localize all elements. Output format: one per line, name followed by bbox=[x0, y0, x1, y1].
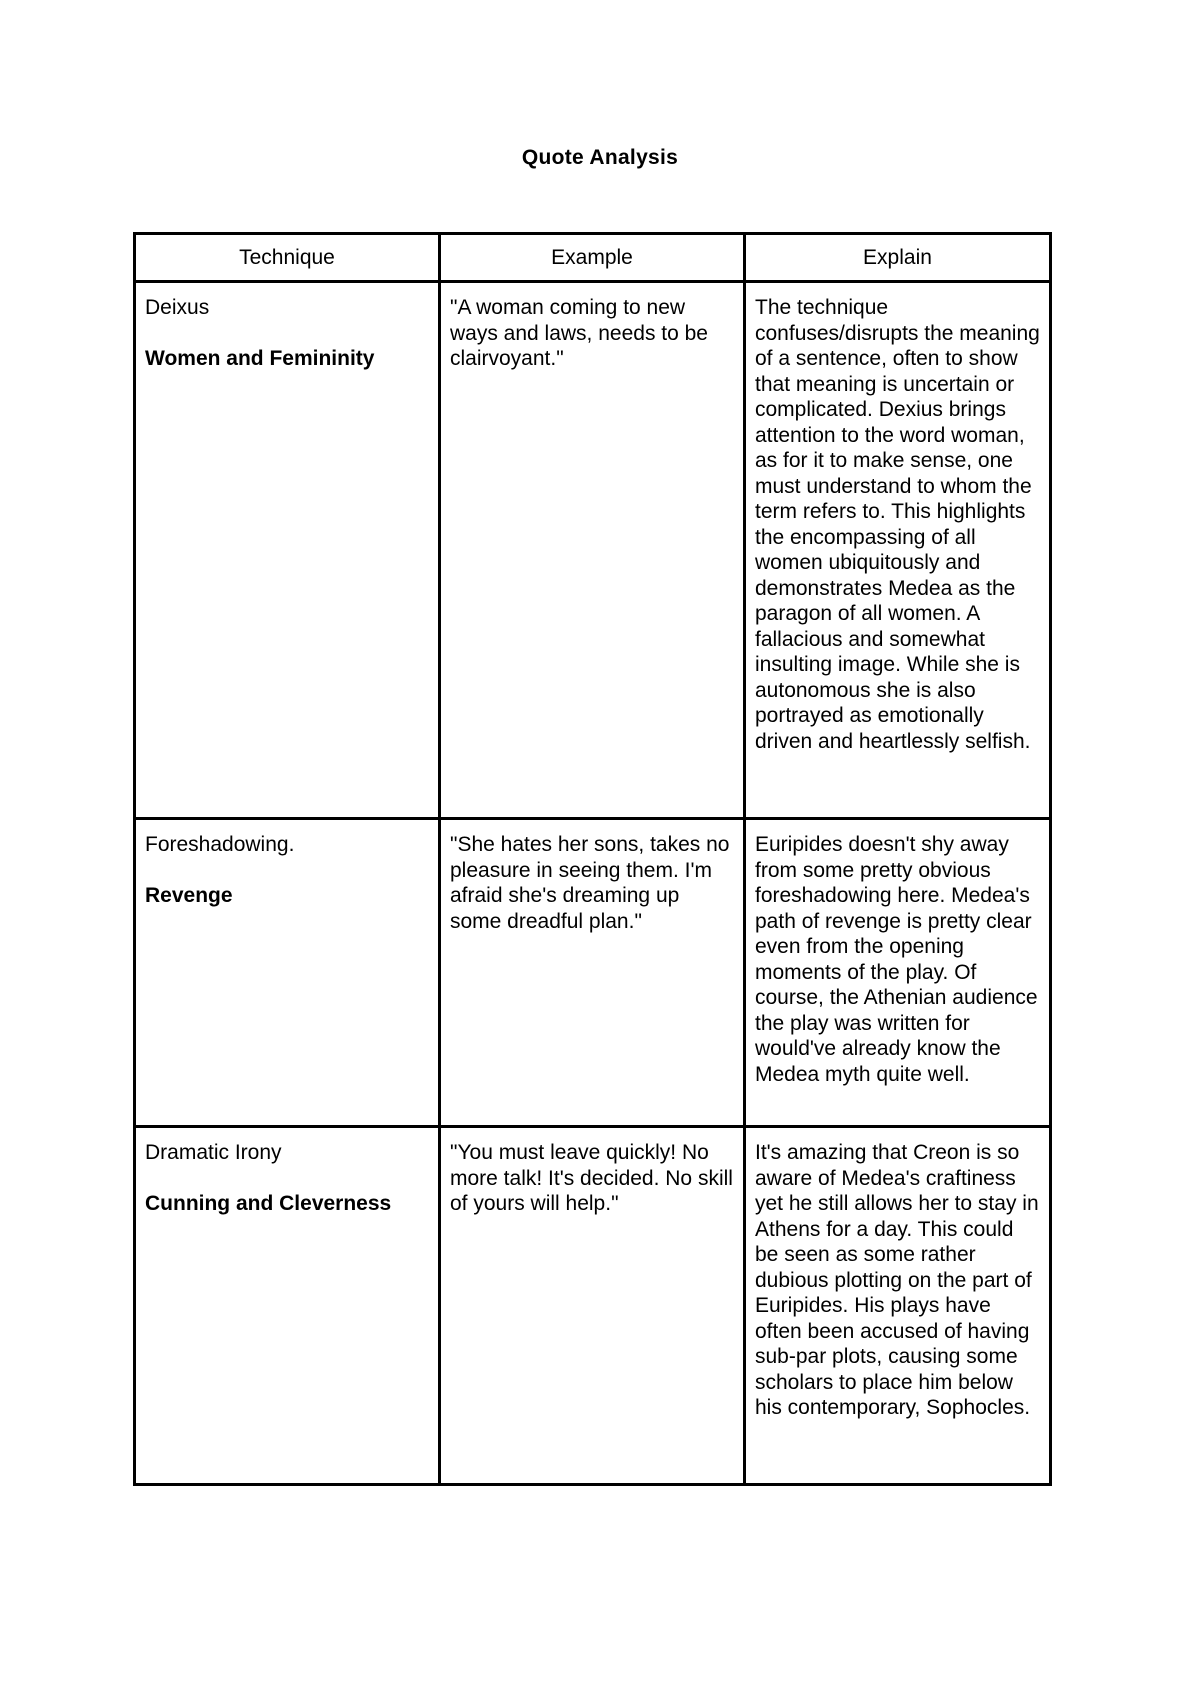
header-explain: Explain bbox=[745, 234, 1051, 282]
table-row bbox=[135, 282, 1051, 819]
table-row bbox=[135, 819, 1051, 1127]
technique-name: Deixus bbox=[145, 296, 210, 319]
theme-name: Cunning and Cleverness bbox=[145, 1191, 392, 1215]
explain-cell bbox=[745, 819, 1051, 1127]
page-title: Quote Analysis bbox=[521, 146, 679, 169]
example-cell bbox=[440, 819, 745, 1127]
example-cell bbox=[440, 282, 745, 819]
example-quote: "You must leave quickly! No more talk! It's decided. No skill of yours will help." bbox=[450, 1141, 733, 1215]
theme-name: Revenge bbox=[145, 883, 233, 907]
table-header-row bbox=[135, 234, 1051, 282]
theme-name: Women and Femininity bbox=[145, 346, 375, 370]
explain-cell bbox=[745, 282, 1051, 819]
quote-analysis-table bbox=[133, 232, 1052, 1486]
table-row bbox=[135, 1127, 1051, 1485]
technique-name: Foreshadowing. bbox=[145, 833, 295, 856]
example-quote: "A woman coming to new ways and laws, needs to be clairvoyant." bbox=[450, 296, 708, 370]
technique-cell bbox=[135, 819, 440, 1127]
technique-name: Dramatic Irony bbox=[145, 1141, 282, 1164]
example-cell bbox=[440, 1127, 745, 1485]
explanation-text: The technique confuses/disrupts the meaning of a sentence, often to show that meaning is uncertain or complicated. Dexius brings attention to the word woman, as for it to make sense, one must understand to whom the term refers to. This highlights the encompassing of all women ubiquitously and demonstrates Medea as the paragon of all women. A fallacious and somewhat insulting image. While she is autonomous she is also portrayed as emotionally driven and heartlessly selfish. bbox=[755, 296, 1040, 753]
technique-cell bbox=[135, 282, 440, 819]
explanation-text: Euripides doesn't shy away from some pretty obvious foreshadowing here. Medea's path of revenge is pretty clear even from the opening moments of the play. Of course, the Athenian audience the play was written for would've already know the Medea myth quite well. bbox=[755, 833, 1038, 1086]
explain-cell bbox=[745, 1127, 1051, 1485]
explanation-text: It's amazing that Creon is so aware of Medea's craftiness yet he still allows her to stay in Athens for a day. This could be seen as some rather dubious plotting on the part of Euripides. His plays have often been accused of having sub-par plots, causing some scholars to place him below his contemporary, Sophocles. bbox=[755, 1141, 1039, 1419]
header-example: Example bbox=[440, 234, 745, 282]
technique-cell bbox=[135, 1127, 440, 1485]
header-technique: Technique bbox=[135, 234, 440, 282]
example-quote: "She hates her sons, takes no pleasure in seeing them. I'm afraid she's dreaming up some dreadful plan." bbox=[450, 833, 730, 933]
